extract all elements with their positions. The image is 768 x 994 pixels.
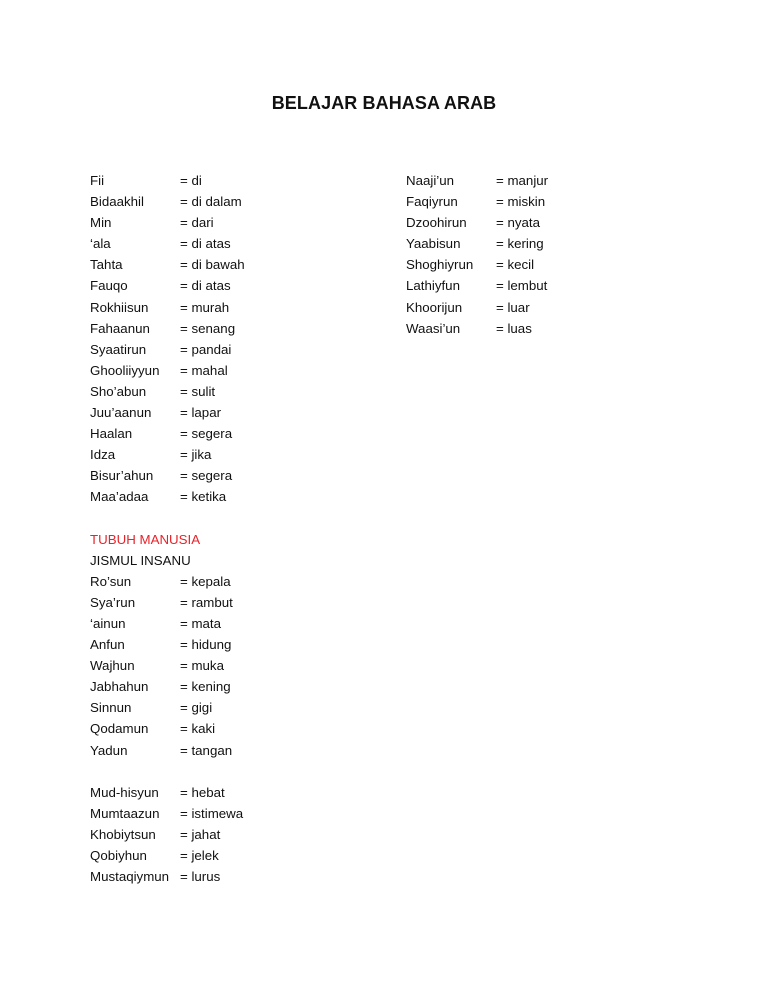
vocab-term: Mud-hisyun (90, 784, 159, 800)
vocab-row (90, 423, 245, 444)
vocab-term: Anfun (90, 637, 125, 653)
vocab-meaning: = di bawah (180, 257, 245, 273)
vocab-meaning: = di (180, 173, 202, 188)
vocab-term: ‘ala (90, 236, 111, 252)
vocab-row (90, 613, 245, 634)
vocab-term: Juu’aanun (90, 405, 152, 421)
vocab-meaning: = dari (180, 215, 214, 231)
vocab-row (90, 803, 245, 824)
page-title: BELAJAR BAHASA ARAB (271, 93, 497, 113)
vocab-row (90, 360, 245, 381)
vocab-term: Sinnun (90, 700, 132, 716)
vocab-row (90, 297, 245, 318)
vocab-term: Idza (90, 447, 116, 463)
vocab-row (406, 191, 548, 212)
vocab-meaning: = segera (180, 426, 233, 442)
vocab-meaning: = kaki (180, 721, 216, 737)
vocab-term: Faqiyrun (406, 194, 458, 210)
vocab-meaning: = ketika (180, 489, 227, 505)
vocab-term: Wajhun (90, 658, 135, 674)
vocab-meaning: = kering (496, 236, 544, 252)
vocab-term: Haalan (90, 426, 133, 442)
vocab-term: Qobiyhun (90, 848, 147, 863)
vocab-term: Syaatirun (90, 341, 147, 357)
vocab-meaning: = luas (496, 320, 532, 336)
vocab-term: Ro’sun (90, 573, 132, 589)
vocab-term: Sho’abun (90, 383, 147, 399)
vocab-row (90, 676, 245, 697)
vocab-meaning: = lapar (180, 405, 222, 421)
vocab-row (90, 571, 245, 592)
vocab-row (406, 318, 548, 339)
vocab-meaning: = istimewa (180, 805, 244, 821)
spacer (90, 761, 245, 782)
vocab-term: Fauqo (90, 278, 128, 294)
vocab-row (90, 718, 245, 739)
vocab-meaning: = lurus (180, 869, 221, 885)
vocab-term: Qodamun (90, 721, 149, 737)
vocab-term: Jabhahun (90, 679, 149, 695)
vocab-list-body-parts (90, 571, 245, 761)
vocab-row (90, 655, 245, 676)
vocab-row (406, 254, 548, 275)
vocab-term: ‘ainun (90, 615, 126, 631)
vocab-term: Mumtaazun (90, 805, 160, 821)
vocab-row (90, 845, 245, 866)
vocab-meaning: = di atas (180, 278, 231, 294)
vocab-row (90, 275, 245, 296)
vocab-meaning: = jika (180, 447, 212, 463)
vocab-row (406, 212, 548, 233)
vocab-term: Sya’run (90, 594, 136, 610)
vocab-meaning: = lembut (496, 278, 548, 294)
vocab-meaning: = pandai (180, 341, 232, 357)
vocab-row (406, 297, 548, 318)
spacer (90, 508, 245, 529)
vocab-meaning: = miskin (496, 194, 546, 210)
vocab-row (90, 339, 245, 360)
vocab-row (406, 275, 548, 296)
vocab-term: Shoghiyrun (406, 257, 474, 273)
left-vocabulary-column (90, 170, 245, 887)
vocab-meaning: = manjur (496, 173, 549, 188)
vocab-meaning: = sulit (180, 383, 216, 399)
vocab-row (90, 740, 245, 761)
vocab-term: Bidaakhil (90, 194, 144, 210)
vocab-row (90, 486, 245, 507)
vocab-meaning: = muka (180, 658, 224, 674)
vocab-term: Lathiyfun (406, 278, 460, 294)
vocab-term: Fahaanun (90, 320, 150, 336)
right-vocabulary-column (406, 170, 548, 339)
vocab-term: Khobiytsun (90, 826, 156, 842)
vocab-meaning: = senang (180, 320, 236, 336)
vocab-meaning: = segera (180, 468, 233, 484)
vocab-meaning: = luar (496, 299, 530, 315)
vocab-term: Tahta (90, 257, 123, 273)
vocab-row (406, 170, 548, 191)
vocab-term: Khoorijun (406, 299, 463, 315)
vocab-term: Min (90, 215, 112, 231)
vocab-meaning: = hebat (180, 784, 225, 800)
vocab-list-prepositions-adjectives (90, 170, 245, 508)
vocab-meaning: = jelek (180, 848, 219, 863)
vocab-row (90, 782, 245, 803)
vocab-term: Dzoohirun (406, 215, 467, 231)
vocab-term: Rokhiisun (90, 299, 149, 315)
vocab-row (90, 465, 245, 486)
vocab-meaning: = hidung (180, 637, 232, 653)
vocab-row (90, 402, 245, 423)
vocab-meaning: = murah (180, 299, 230, 315)
vocab-term: Ghooliiyyun (90, 362, 160, 378)
vocab-meaning: = di atas (180, 236, 231, 252)
vocab-meaning: = kecil (496, 257, 535, 273)
vocab-row (90, 254, 245, 275)
vocab-row (90, 318, 245, 339)
vocab-term: Waasi’un (406, 320, 461, 336)
vocab-term: Maa’adaa (90, 489, 149, 505)
vocab-meaning: = kening (180, 679, 231, 695)
vocab-row (90, 824, 245, 845)
vocab-term: Fii (90, 173, 105, 188)
vocab-row (90, 697, 245, 718)
vocab-term: Yaabisun (406, 236, 461, 252)
vocab-list-adjectives (406, 170, 548, 339)
vocab-row (90, 233, 245, 254)
vocab-row (90, 634, 245, 655)
vocab-row (90, 444, 245, 465)
vocab-meaning: = jahat (180, 826, 221, 842)
section-heading: TUBUH MANUSIA (90, 531, 201, 547)
vocab-meaning: = gigi (180, 700, 213, 716)
vocab-row (406, 233, 548, 254)
vocab-term: Mustaqiymun (90, 869, 170, 885)
vocab-term: Yadun (90, 742, 128, 758)
vocab-row (90, 191, 245, 212)
vocab-meaning: = mahal (180, 362, 228, 378)
vocab-meaning: = tangan (180, 742, 233, 758)
vocab-row (90, 212, 245, 233)
vocab-meaning: = di dalam (180, 194, 242, 210)
vocab-meaning: = nyata (496, 215, 540, 231)
vocab-term: Bisur’ahun (90, 468, 154, 484)
vocab-row (90, 170, 245, 191)
vocab-meaning: = mata (180, 615, 222, 631)
vocab-meaning: = rambut (180, 594, 233, 610)
vocab-list-qualities (90, 782, 245, 887)
vocab-row (90, 592, 245, 613)
vocab-row (90, 866, 245, 887)
vocab-row (90, 381, 245, 402)
section-subheading: JISMUL INSANU (90, 552, 191, 568)
vocab-meaning: = kepala (180, 573, 231, 589)
vocab-term: Naaji’un (406, 173, 455, 188)
